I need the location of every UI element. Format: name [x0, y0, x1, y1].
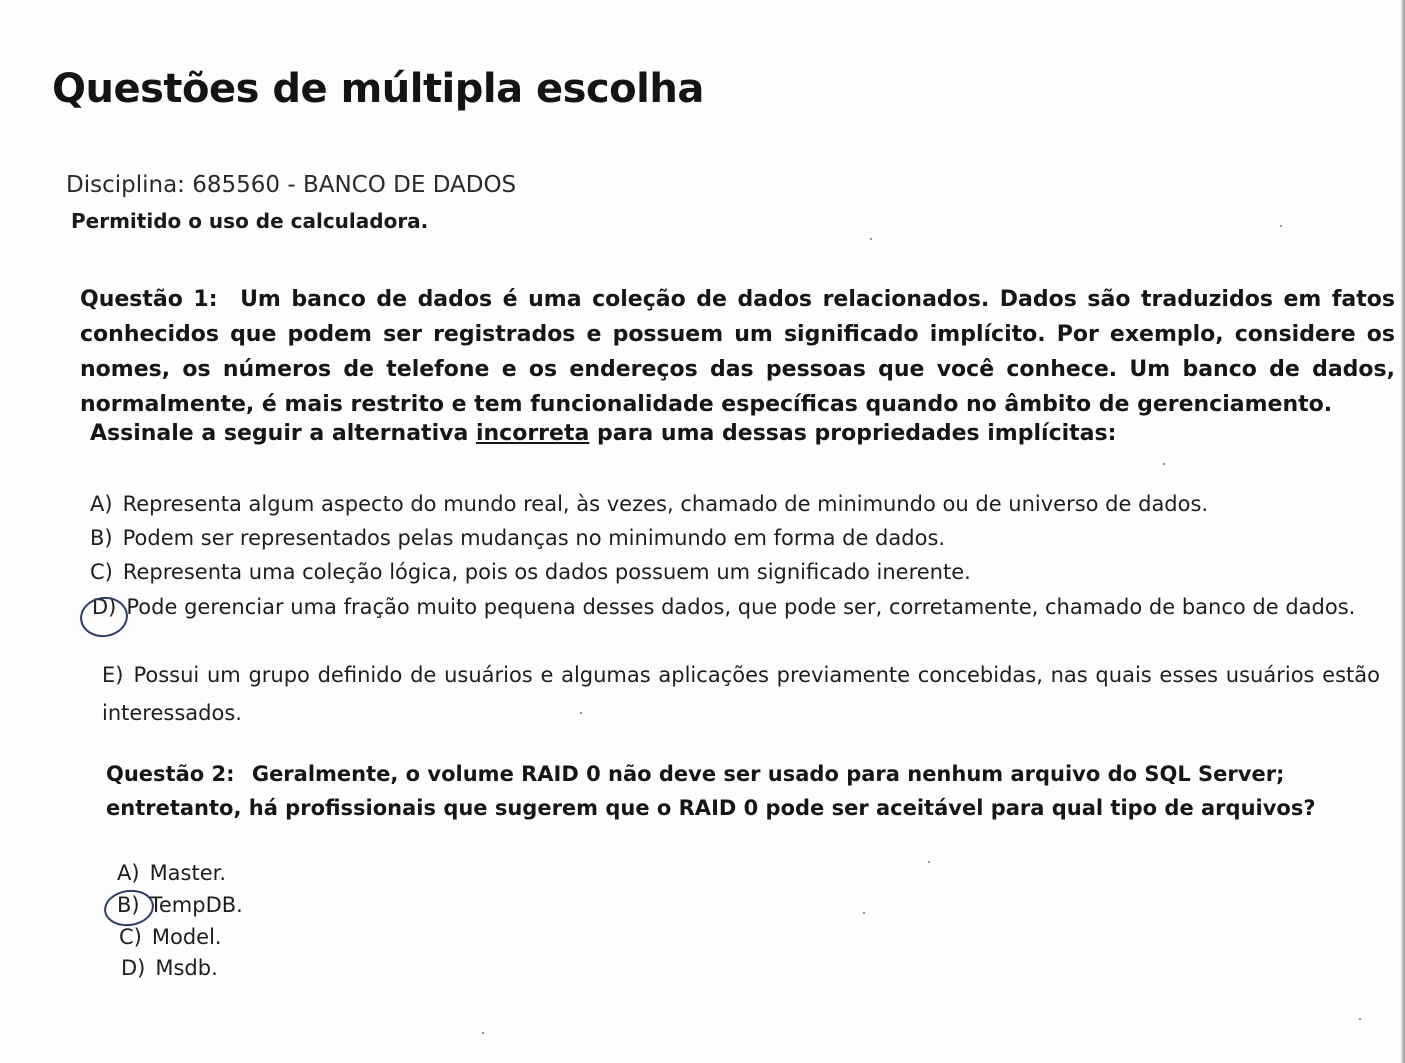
- option-letter: D): [92, 595, 117, 619]
- page-edge: [1401, 0, 1405, 1063]
- scan-speck: [928, 861, 930, 863]
- scan-speck: [1280, 225, 1282, 227]
- question-2-label: Questão 2:: [106, 762, 235, 786]
- question-1-label: Questão 1:: [80, 287, 218, 312]
- instruction-post: para uma dessas propriedades implícitas:: [596, 421, 1117, 446]
- question-1-statement: [80, 282, 1395, 422]
- option-text: Representa uma coleção lógica, pois os dados possuem um significado inerente.: [122, 560, 971, 584]
- q1-option-d[interactable]: [92, 588, 1385, 626]
- option-text: Podem ser representados pelas mudanças no minimundo em forma de dados.: [122, 526, 946, 550]
- calculator-note: Permitido o uso de calculadora.: [71, 209, 429, 233]
- option-text: Representa algum aspecto do mundo real, às vezes, chamado de minimundo ou de universo de dados.: [122, 492, 1209, 516]
- option-letter: B): [117, 893, 140, 917]
- question-1-instruction: [90, 421, 1116, 446]
- q1-option-a[interactable]: [90, 492, 1208, 516]
- option-letter: C): [119, 925, 142, 949]
- q2-option-a[interactable]: [117, 861, 226, 885]
- option-text: Possui um grupo definido de usuários e algumas aplicações previamente concebidas, nas quais esses usuários estão interessados.: [102, 663, 1380, 725]
- option-text: Master.: [149, 861, 227, 885]
- instruction-underlined: incorreta: [475, 421, 590, 446]
- discipline-line: Disciplina: 685560 - BANCO DE DADOS: [66, 172, 517, 198]
- question-1-text: Um banco de dados é uma coleção de dados relacionados. Dados são traduzidos em fatos conhecidos que podem ser registrados e possuem um significado implícito. Por exemplo, considere os nomes, os números de telefone e os endereços das pessoas que você conhece. Um banco de dados, normalmente, é mais restrito e tem funcionalidade específicas quando no âmbito de gerenciamento.: [80, 287, 1395, 417]
- scan-speck: [1359, 1018, 1361, 1020]
- instruction-pre: Assinale a seguir a alternativa: [90, 421, 469, 446]
- option-letter: E): [102, 663, 124, 687]
- scan-speck: [580, 712, 582, 714]
- page-title: Questões de múltipla escolha: [52, 66, 704, 112]
- q2-option-c[interactable]: [119, 925, 222, 949]
- scan-speck: [863, 912, 865, 914]
- option-text: Pode gerenciar uma fração muito pequena desses dados, que pode ser, corretamente, chamado de banco de dados.: [126, 595, 1356, 619]
- q2-option-d[interactable]: [121, 956, 218, 980]
- option-text: Msdb.: [155, 956, 218, 980]
- q1-option-c[interactable]: [90, 560, 971, 584]
- question-2-statement: [106, 757, 1368, 825]
- scan-speck: [482, 1032, 484, 1034]
- option-letter: B): [90, 526, 113, 550]
- option-letter: C): [90, 560, 113, 584]
- option-letter: A): [117, 861, 140, 885]
- option-text: TempDB.: [149, 893, 243, 917]
- option-letter: D): [121, 956, 146, 980]
- scan-speck: [870, 238, 872, 240]
- scan-speck: [1163, 463, 1165, 465]
- question-2-text: Geralmente, o volume RAID 0 não deve ser usado para nenhum arquivo do SQL Server; entretanto, há profissionais que sugerem que o RAID 0 pode ser aceitável para qual tipo de arquivos?: [106, 762, 1316, 820]
- q1-option-b[interactable]: [90, 526, 945, 550]
- q1-option-e[interactable]: [102, 656, 1380, 732]
- option-text: Model.: [151, 925, 222, 949]
- option-letter: A): [90, 492, 113, 516]
